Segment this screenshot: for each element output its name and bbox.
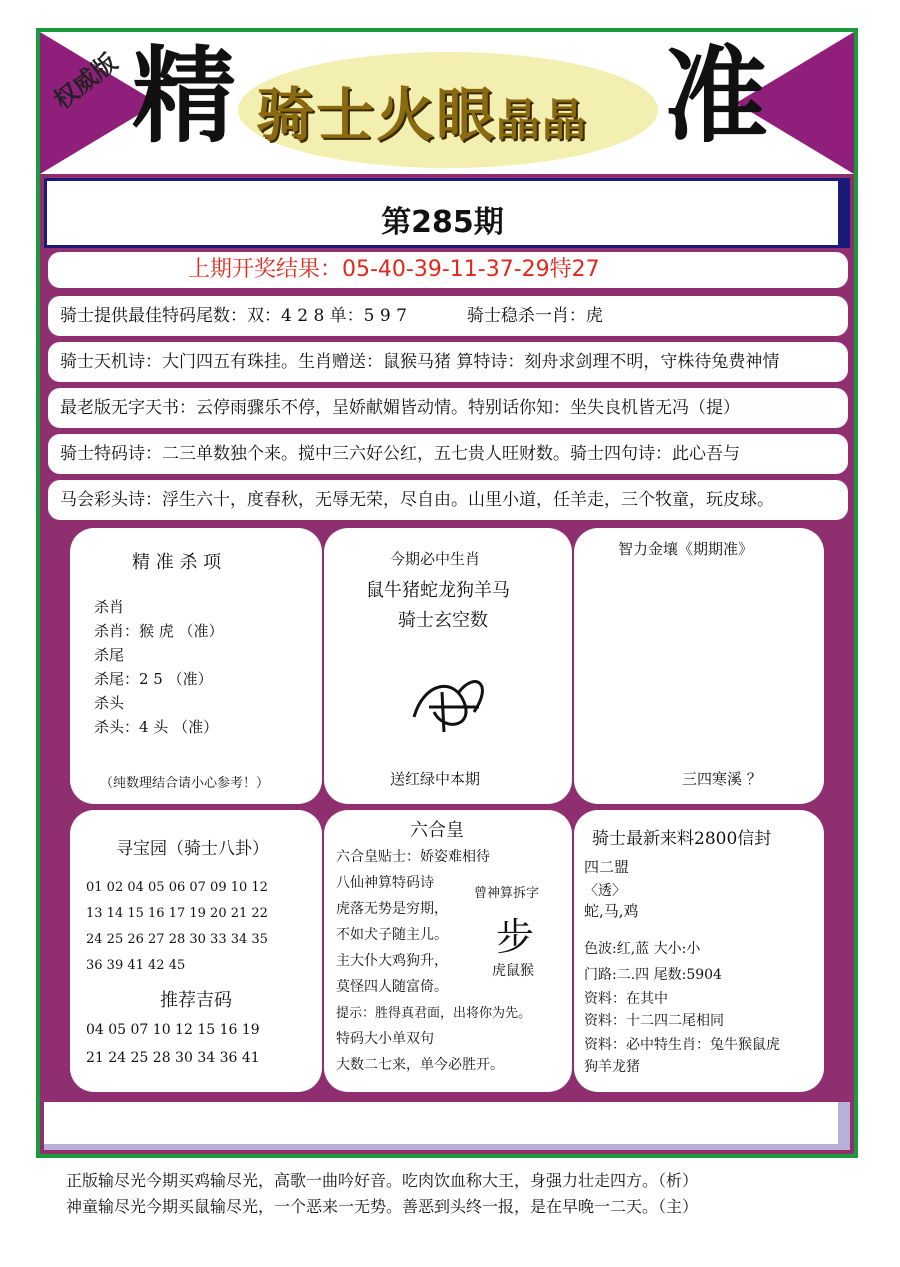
last-result: 上期开奖结果：05-40-39-11-37-29特27 — [48, 252, 848, 288]
kill-line: 杀肖：猴 虎 （准） — [94, 622, 224, 640]
treasure-sub: 推荐吉码 — [160, 990, 232, 1011]
treasure-numbers: 13 14 15 16 17 19 20 21 22 — [86, 906, 268, 921]
liuhe-title: 六合皇 — [410, 820, 464, 841]
right-big-char: 准 — [664, 35, 769, 157]
liuhe-line: 八仙神算特码诗 — [336, 875, 434, 891]
kill-note: （纯数理结合请小心参考！） — [100, 776, 270, 791]
latest-line: 狗羊龙猪 — [584, 1059, 640, 1075]
treasure-title: 寻宝园（骑士八卦） — [116, 839, 269, 859]
must-animals: 鼠牛猪蛇龙狗羊马 — [366, 580, 510, 601]
poem-row-4: 马会彩头诗：浮生六十，度春秋，无辱无荣，尽自由。山里小道，任羊走，三个牧童，玩皮球。 — [48, 480, 848, 520]
latest-line: 资料：在其中 — [584, 991, 668, 1007]
tail-row — [48, 296, 848, 336]
footer-strip — [44, 1102, 850, 1150]
poster-frame — [36, 28, 858, 1158]
must-bottom: 送红绿中本期 — [390, 770, 481, 788]
latest-line: 资料：十二四二尾相同 — [584, 1013, 724, 1029]
kill-one-animal: 骑士稳杀一肖：虎 — [466, 305, 603, 326]
treasure-numbers: 24 25 26 27 28 30 33 34 35 — [86, 932, 268, 947]
treasure-box — [70, 810, 322, 1092]
signature-mark — [404, 662, 504, 742]
latest-line: 门路:二.四 尾数:5904 — [584, 967, 722, 983]
liuhe-line: 虎落无势是穷期， — [336, 901, 448, 917]
wisdom-title: 智力金壤《期期准》 — [618, 540, 754, 558]
kill-title: 精 准 杀 项 — [132, 552, 222, 573]
latest-line: 蛇,马,鸡 — [584, 902, 639, 920]
lucky-numbers: 21 24 25 28 30 34 36 41 — [86, 1050, 260, 1066]
kill-box — [70, 528, 322, 804]
latest-title: 骑士最新来料2800信封 — [592, 829, 772, 849]
kill-line: 杀肖 — [94, 598, 125, 616]
issue-bar — [44, 178, 850, 248]
wisdom-box — [574, 528, 824, 804]
kill-line: 杀头：4 头 （准） — [94, 718, 219, 736]
left-big-char: 精 — [132, 35, 237, 157]
title-small: 晶晶 — [496, 95, 589, 146]
liuhe-line: 莫怪四人随富倚。 — [336, 979, 448, 995]
bottom-line-2: 神童输尽光今期买鼠输尽光，一个恶来一无势。善恶到头终一报，是在早晚一二天。（主） — [66, 1197, 699, 1216]
wisdom-bottom: 三四寒溪 ？ — [682, 770, 762, 788]
latest-line: 四二盟 — [584, 858, 630, 876]
bottom-line-1: 正版输尽光今期买鸡输尽光，高歌一曲吟好音。吃肉饮血称大王，身强力壮走四方。（析） — [66, 1171, 699, 1190]
liuhe-box — [324, 810, 572, 1092]
split-char-sub: 虎鼠猴 — [492, 963, 534, 979]
kill-line: 杀尾 — [94, 646, 125, 664]
issue-number: 第285期 — [381, 205, 504, 240]
treasure-numbers: 36 39 41 42 45 — [86, 958, 186, 973]
title-main: 骑士火眼 — [256, 81, 497, 149]
poem-row-1: 骑士天机诗：大门四五有珠挂。生肖赠送：鼠猴马猪 算特诗：刻舟求剑理不明，守株待兔费神情 — [48, 342, 848, 382]
split-char-title: 曾神算拆字 — [474, 886, 540, 901]
liuhe-line: 不如犬子随主儿。 — [336, 927, 448, 943]
poem-row-3: 骑士特码诗：二三单数独个来。搅中三六好公红，五七贵人旺财数。骑士四句诗：此心吾与 — [48, 434, 848, 474]
kill-line: 杀头 — [94, 694, 125, 712]
lucky-numbers: 04 05 07 10 12 15 16 19 — [86, 1022, 260, 1038]
latest-line: 色波:红,蓝 大小:小 — [584, 941, 701, 957]
latest-box — [574, 810, 824, 1092]
must-title: 今期必中生肖 — [390, 550, 481, 568]
liuhe-line: 大数二七来，单今必胜开。 — [336, 1057, 504, 1073]
liuhe-line: 主大仆大鸡狗升， — [336, 953, 448, 969]
kill-line: 杀尾：2 5 （准） — [94, 670, 213, 688]
latest-line: 〈透〉 — [584, 883, 626, 899]
split-char: 步 — [496, 915, 535, 959]
edition-badge: 权威版 — [48, 48, 123, 115]
tail-numbers: 骑士提供最佳特码尾数：双：4 2 8 单：5 9 7 — [60, 305, 407, 326]
poem-row-2: 最老版无字天书：云停雨骤乐不停，呈娇献媚皆动情。特别话你知：坐失良机皆无冯（提） — [48, 388, 848, 428]
must-box — [324, 528, 572, 804]
must-sub: 骑士玄空数 — [398, 610, 488, 631]
latest-line: 资料：必中特生肖：兔牛猴鼠虎 — [584, 1037, 780, 1053]
header-banner — [40, 32, 854, 174]
poster-title — [256, 68, 588, 152]
liuhe-line: 特码大小单双句 — [336, 1031, 434, 1047]
liuhe-line: 提示：胜得真君面，出将你为先。 — [336, 1006, 532, 1021]
treasure-numbers: 01 02 04 05 06 07 09 10 12 — [86, 880, 268, 895]
liuhe-line: 六合皇贴士：娇姿难相待 — [336, 849, 490, 865]
